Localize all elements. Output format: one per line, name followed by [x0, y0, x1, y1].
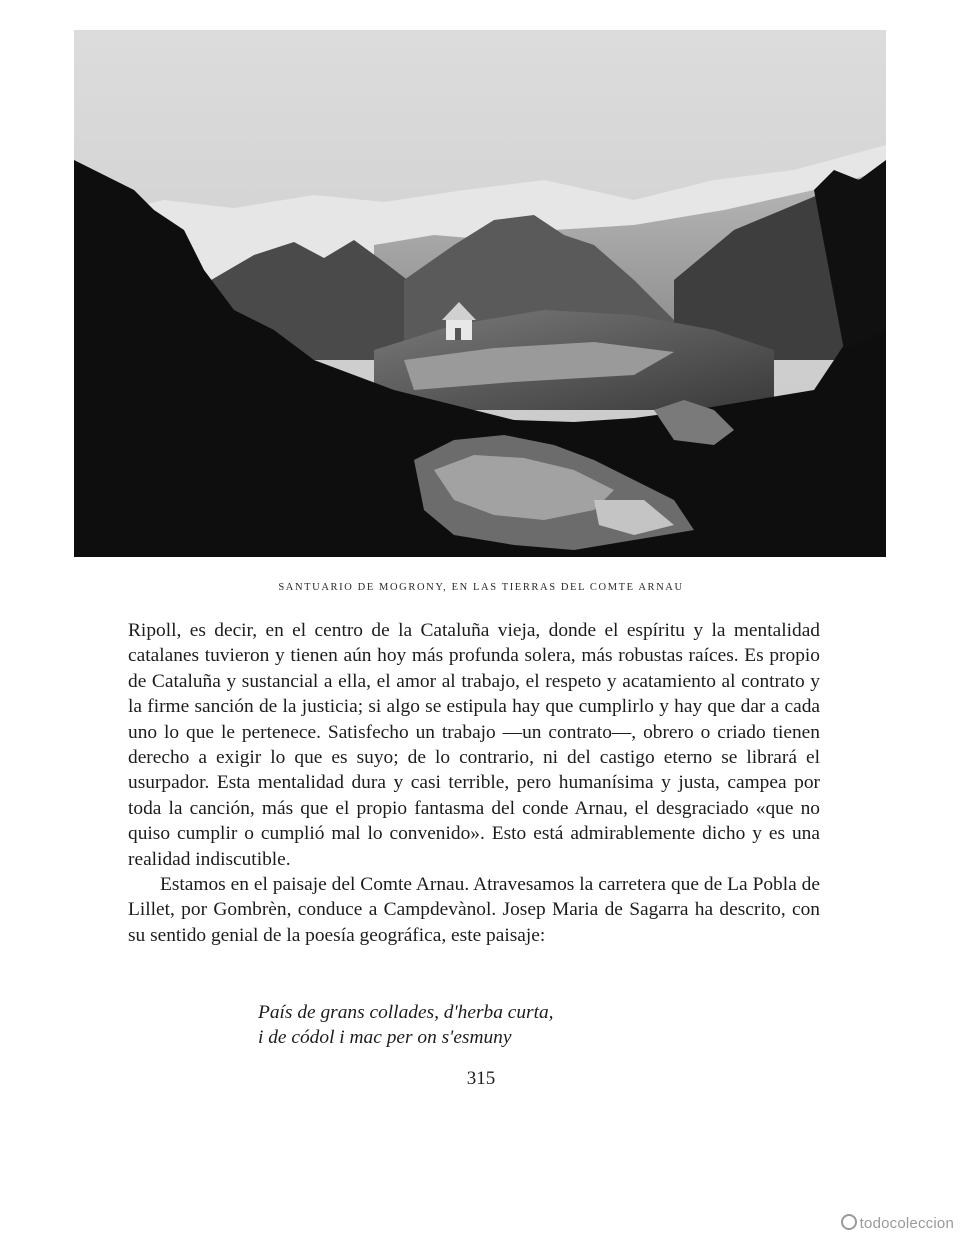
photo-caption: SANTUARIO DE MOGRONY, EN LAS TIERRAS DEL COMTE ARNAU [278, 582, 684, 593]
watermark [841, 1214, 954, 1232]
page-number: 315 [466, 1068, 496, 1089]
verse-line: País de grans collades, d'herba curta, [258, 1002, 554, 1023]
watermark-logo-icon [841, 1214, 857, 1230]
paragraph: Ripoll, es decir, en el centro de la Cataluña vieja, donde el espíritu y la mentalidad catalanes tuvieron y tienen aún hoy más profunda solera, más robustas raíces. Es propio de Cataluña y sustancial a ella, el amor al trabajo, el respeto y acatamiento al contrato y la firme sanción de la justicia; si algo se estipula hay que cumplirlo y hay que dar a cada uno lo que le pertenece. Satisfecho un trabajo —un contrato—, obrero o criado tienen derecho a exigir lo que es suyo; de lo contrario, ni del castigo eterno se librará el usurpador. Esta mentalidad dura y casi terrible, pero humanísima y justa, campea por toda la canción, más que el propio fantasma del conde Arnau, el desgraciado «que no quiso cumplir o cumplió mal lo convenido». Esto está admirablemente dicho y es una realidad indiscutible. [128, 620, 820, 870]
verse-quote [258, 1000, 554, 1051]
body-text [128, 618, 820, 948]
watermark-text: todocoleccion [859, 1215, 954, 1232]
paragraph: Estamos en el paisaje del Comte Arnau. Atravesamos la carretera que de La Pobla de Lillet, por Gombrèn, conduce a Campdevànol. Josep Maria de Sagarra ha descrito, con su sentido genial de la poesía geográfica, este paisaje: [128, 874, 820, 946]
landscape-photo [74, 30, 886, 557]
mountain-landscape-photo-icon [74, 30, 886, 557]
verse-line: i de códol i mac per on s'esmuny [258, 1027, 512, 1049]
